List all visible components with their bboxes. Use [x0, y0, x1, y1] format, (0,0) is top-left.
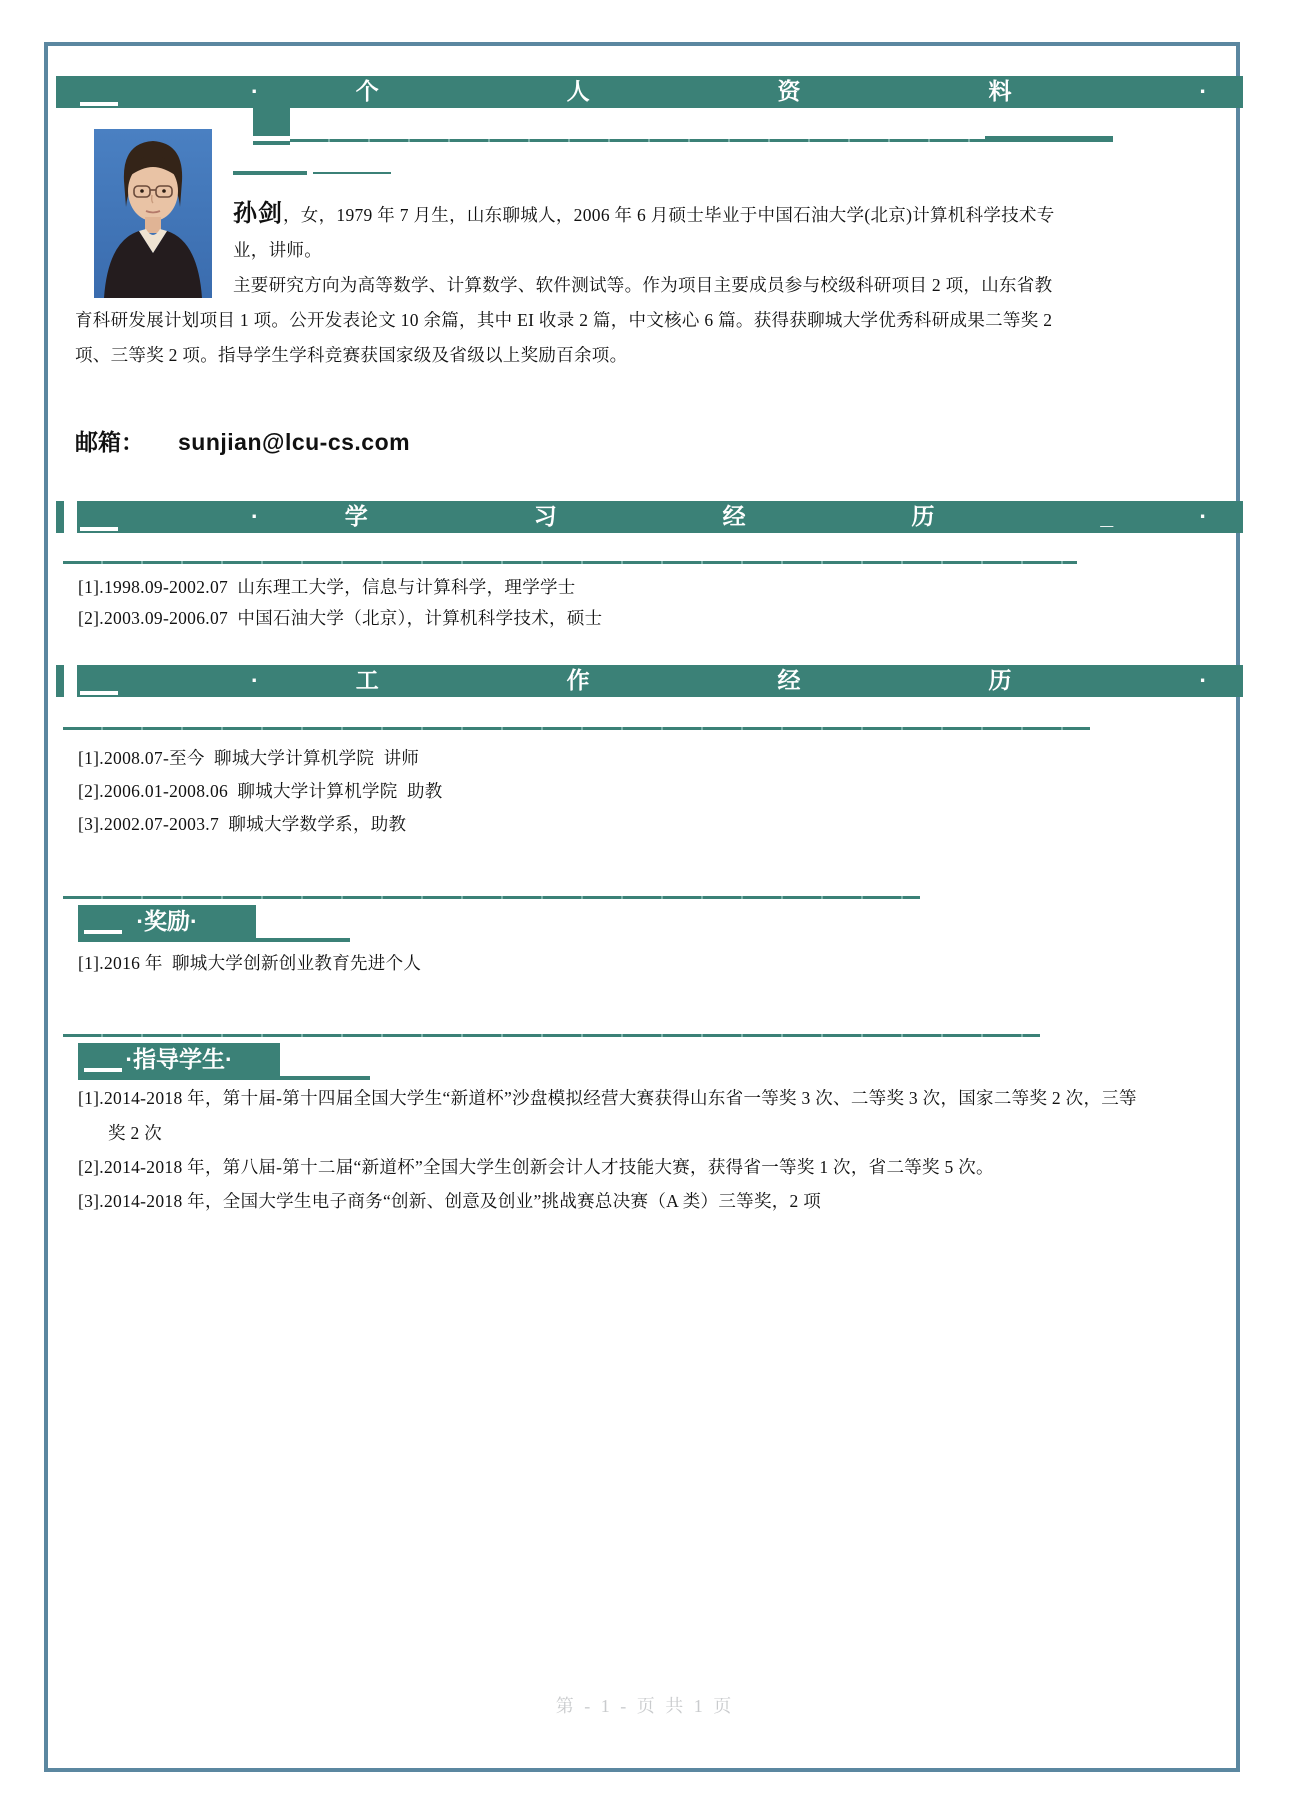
small-dash-decoration-1 [233, 171, 307, 175]
students-item-line: [1].2014-2018 年，第十届-第十四届全国大学生“新道杯”沙盘模拟经营大赛获得山东省一等奖 3 次、二等奖 3 次，国家二等奖 2 次，三等 [78, 1088, 1137, 1108]
small-dash-decoration-2 [313, 172, 391, 174]
students-label-box [78, 1043, 280, 1076]
awards-label-box [78, 905, 256, 938]
education-item: [2].2003.09-2006.07 中国石油大学（北京），计算机科学技术，硕士 [78, 608, 603, 628]
awards-label-underline [78, 938, 350, 942]
email-label: 邮箱： [75, 430, 144, 455]
section-banner-personal [56, 76, 1243, 108]
banner-notch [64, 501, 77, 533]
award-item: [1].2016 年 聊城大学创新创业教育先进个人 [78, 953, 422, 973]
section-banner-work [56, 665, 1243, 697]
person-name: 孙剑 [233, 201, 283, 227]
banner-education-title: · 学 习 经 历 _ · [251, 503, 1207, 529]
work-item: [3].2002.07-2003.7 聊城大学数学系，助教 [78, 814, 407, 834]
work-item: [1].2008.07-至今 聊城大学计算机学院 讲师 [78, 748, 420, 768]
email-row [75, 424, 410, 457]
banner-personal-title: · 个 人 资 料 · [251, 78, 1207, 104]
profile-research-text: 主要研究方向为高等数学、计算数学、软件测试等。作为项目主要成员参与校级科研项目 2 项，山东省教育科研发展计划项目 1 项。公开发表论文 10 余篇，其中 EI 收录 2 篇，中文核心 6 篇。获得获聊城大学优秀科研成果二等奖 2 项、三等奖 2 项。指导学生学科竞赛获国家级及省级以上奖励百余项。 [75, 275, 1053, 365]
personal-rule [290, 139, 985, 142]
banner-work-title: · 工 作 经 历 · [251, 667, 1207, 693]
students-label-underline [78, 1076, 370, 1080]
work-item: [2].2006.01-2008.06 聊城大学计算机学院 助教 [78, 781, 443, 801]
photo-float-spacer [75, 197, 233, 303]
banner-tab-decoration [253, 108, 290, 136]
awards-rule [63, 896, 920, 899]
students-item-line-cont: 奖 2 次 [108, 1123, 162, 1143]
label-underscore-decoration [84, 1068, 122, 1072]
section-banner-education [56, 501, 1243, 533]
banner-underscore-decoration [80, 102, 118, 106]
banner-tab-underline [253, 141, 290, 145]
profile-summary [75, 197, 1060, 373]
work-rule [63, 727, 1090, 730]
label-underscore-decoration [84, 930, 122, 934]
banner-notch [64, 665, 77, 697]
education-rule [63, 561, 1077, 564]
profile-intro-text: ，女，1979 年 7 月生，山东聊城人，2006 年 6 月硕士毕业于中国石油大学(北京)计算机科学技术专业，讲师。 [233, 205, 1055, 260]
banner-underscore-decoration [80, 527, 118, 531]
education-item: [1].1998.09-2002.07 山东理工大学，信息与计算科学，理学学士 [78, 577, 576, 597]
students-item-line: [3].2014-2018 年，全国大学生电子商务“创新、创意及创业”挑战赛总决赛（A 类）三等奖，2 项 [78, 1191, 822, 1211]
students-label: ·指导学生· [125, 1046, 233, 1072]
email-address: sunjian@lcu-cs.com [178, 429, 411, 455]
students-item-line: [2].2014-2018 年，第八届-第十二届“新道杯”全国大学生创新会计人才技能大赛，获得省一等奖 1 次，省二等奖 5 次。 [78, 1157, 994, 1177]
banner-underscore-decoration [80, 691, 118, 695]
awards-label: ·奖励· [136, 908, 198, 934]
students-rule [63, 1034, 1040, 1037]
personal-rule-endcap [985, 136, 1113, 142]
page-number-footer: 第 - 1 - 页 共 1 页 [555, 1696, 735, 1716]
